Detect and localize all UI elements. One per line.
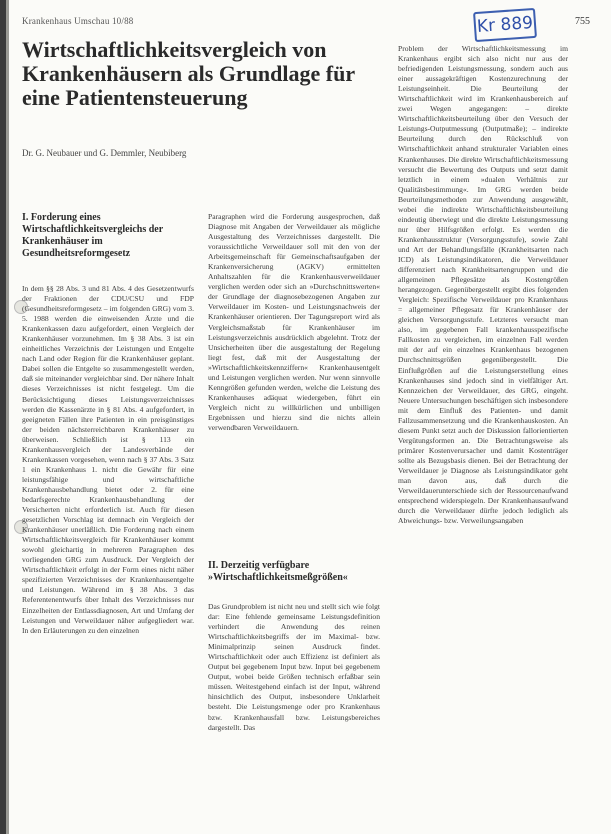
column-2-text: Paragraphen wird die Forderung ausgesprochen, daß Diagnose mit Angaben der Verweildauer als mögliche Ausgestaltung des Verzeichnisses dargestellt. Die voraussichtliche Verweildauer soll mit den von der Arbeitsgemeinschaft für Gemeinschaftsaufgaben der Krankenversicherung (AGKV) ermittelten Anhaltszahlen für die Krankenhausverweildauer verglichen werden oder sich an »Durchschnittswerten« der Grundlage der diagnosebezogenen Angaben zur Verweildauer im Kosten- und Leistungsnachweis der Krankenhäuser orientieren. Der Tagungsreport wird als Vergleichsmaßstab für Krankenhäuser im Leistungsverzeichnis ausdrücklich abgelehnt. Trotz der Unsicherheiten über die ausgestaltung der Regelung liegt fest, daß mit der Ausgestaltung der »Wirtschaftlichkeitskennziffern« Krankenhausentgelt und Leistungen verglichen werden. Nur wenn sinnvolle Kenngrößen gefunden werden, welche die Leistung des Krankenhauses adäquat wiedergeben, führt ein Vergleich nicht zu willkürlichen und unbilligen Ergebnissen und hierzu sind die nichts allein verwendbaren Verweildauern. — [208, 212, 380, 432]
article-title: Wirtschaftlichkeitsvergleich von Krankenhäusern als Grundlage für eine Patientensteuerung — [22, 37, 355, 110]
column-3-text: Problem der Wirtschaftlichkeitsmessung im Krankenhaus ergibt sich also nicht nur aus der befriedigenden Leistungsmessung, sondern auch aus einer aussagekräftigen Kostenzurechnung der Leistungseinheit. Die Beurteilung der Wirtschaftlichkeit wird im Krankenhausbereich auf zwei Wegen angegangen: – direkte Wirtschaftlichkeitsbeurteilung über den Versuch der Leistungs-Outputmessung (Outputmaße); – indirekte Beurteilung durch den Rückschluß von Wirtschaftlichkeit anhand strukturaler Variablen eines Krankenhauses. Die direkte Wirtschaftlichkeitsmessung versucht die Bewertung des Outputs und setzt damit letztlich in einem »dualen Verhältnis zur Qualitätsbestimmung«. Im GRG werden beide Beurteilungsmethoden zur Anwendung ausgewählt, wobei die indirekte Wirtschaftlichkeitsbeurteilung eindeutig überwiegt und die direkte Leistungsmessung nur über Hilfsgrößen erfolgt. Es werden die Krankenhausstruktur (Versorgungsstufe), sowie Zahl und Art der Behandlungsfälle (Krankheitsarten nach ICD) als Leistungsindikatoren, die Verweildauer differenziert nach Krankheitsartengruppen und die allgemeinen Pflegesätze als Kostengrößen herangezogen. Gegenübergestellt ergibt dies folgenden Vergleich: Spezifische Verweildauer pro Krankenhaus = allgemeiner Pflegesatz für Krankenhäuser der gleichen Versorgungsstufe. Letzteres versucht man also, im gegebenen Fall krankenhausspezifische Fallkosten zu vergleichen, im einzelnen Fall werden mit der auf ein einzelnes Krankenhaus bezogenen Durchschnittsgrößen gegenübergestellt. Die Einflußgrößen auf die Leistungserstellung eines Krankenhauses sind jedoch sind in vielfältiger Art. Kennzeichen der Verweildauer, des GRG, eingeht. Neuere Untersuchungen beschäftigen sich insbesondere mit dem Einfluß des Patienten- und damit Fallzusammensetzung und die Krankenhauskosten. An diesem Punkt setzt auch der Diskussion fallorientierten Vergütungsformen an. Die Betrachtungsweise als primärer Kostenverursacher und damit Kostenträger sollte als Bezugsbasis dienen. Bei der Betrachtung der Verweildauer je Diagnose als Leistungsindikator geht man davon aus, daß durch die Verweildauerunterschiede sich der Ressourcenaufwand entsprechend widerspiegeln. Der Krankenhausaufwand durch die Verweildauer dürfte jedoch lediglich als Abweichungs- bzw. Verweilungsangaben — [398, 44, 568, 526]
handwritten-stamp: Kr 889 — [473, 8, 537, 42]
column-2-section-2-text: Das Grundproblem ist nicht neu und stellt sich wie folgt dar: Eine fehlende gemeinsame Leistungsdefinition verhindert die Anwendung des reinen Wirtschaftlichkeitsbegriffs der im Maximal- bzw. Minimalprinzip seinen Ausdruck findet. Wirtschaftlichkeit oder auch Effizienz ist definiert als Output bei gegebenem Input bzw. Input bei gegebenem Output, wobei beide Größen technisch erfaßbar sein müssen. Weitestgehend einfach ist der Input, während hinsichtlich des Output, insbesondere Unklarheit besteht. Die Leistungsmenge oder pro Krankenhaus bzw. Krankenhausfall bzw. Leistungsbereiches dargestellt. Das — [208, 602, 380, 732]
article-authors: Dr. G. Neubauer und G. Demmler, Neubiberg — [22, 148, 187, 158]
section-heading-1: I. Forderung eines Wirtschaftlichkeitsvergleichs der Krankenhäuser im Gesundheitsreformgesetz — [22, 212, 163, 259]
page-number: 755 — [575, 16, 590, 27]
section-heading-2: II. Derzeitig verfügbare »Wirtschaftlichkeitsmeßgrößen« — [208, 560, 348, 583]
column-1-text: In dem §§ 28 Abs. 3 und 81 Abs. 4 des Gesetzentwurfs der Fraktionen der CDU/CSU und FDP (Gesundheitsreformgesetz – im folgenden GRG) vom 3. 5. 1988 werden die einweisenden Ärzte und die Krankenkassen dazu aufgefordert, einen Vergleich der Krankenhäuser vorzunehmen. Im § 38 Abs. 3 ist ein einheitliches Verzeichnis der Leistungen und Entgelte nach Land oder Region für die Krankenhäuser geplant. Dabei sollen die Entgelte so zusammengestellt werden, daß sie miteinander vergleichbar sind. Der nähere Inhalt dieses Verzeichnisses ist nicht festgelegt. Um die Berücksichtigung dieses Leistungsverzeichnisses werden die Kassenärzte in § 81 Abs. 4 aufgefordert, in geeigneten Fällen ihre Patienten in ein preisgünstiges der beiden nächsterreichbaren Krankenhäuser zu überweisen. Schließlich ist § 113 ein Krankenhausvergleich der Landesverbände der Krankenkassen vorgesehen, wenn nach § 37 Abs. 3 Satz 1 ein Krankenhaus 1. nicht die Gewähr für eine leistungsfähige und wirtschaftliche Krankenhausbehandlung bietet oder 2. für eine bedarfsgerechte Krankenhausbehandlung der Versicherten nicht erforderlich ist. Auch für diesen gesetzlichen Vorschlag ist demnach ein Vergleich der Krankenhäuser unerläßlich. Die Forderung nach einem Wirtschaftlichkeitsvergleich für Krankenhäuser kommt sowohl gleichartig in mehreren Paragraphen des vorliegenden GRG zum Ausdruck. Der Vergleich der Wirtschaftlichkeit erfolgt in der Form eines nicht näher spezifizierten Verzeichnisses der Krankenhausentgelte und Leistungen. Während im § 38 Abs. 3 das Referentenentwurfs über Inhalt des Verzeichnisses nur Einzelheiten der Entlassdiagnosen, Art und Umfang der Leistungen und Verweildauer näher aufgegliedert war. In den Erläuterungen zu den einzelnen — [22, 284, 194, 635]
scan-edge-strip — [6, 0, 9, 834]
journal-header: Krankenhaus Umschau 10/88 — [22, 16, 134, 26]
